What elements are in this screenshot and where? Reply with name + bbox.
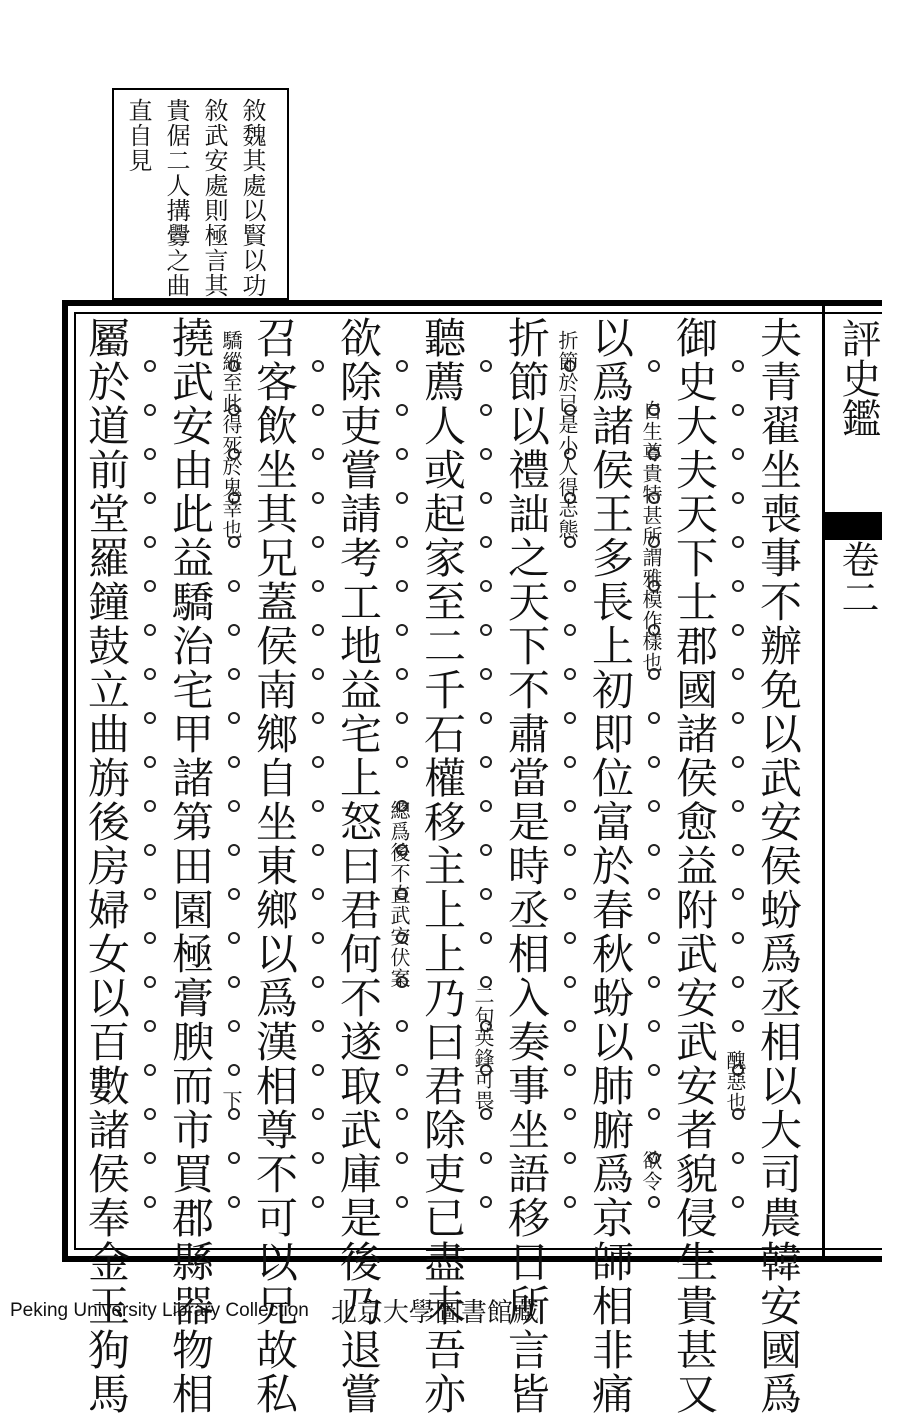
emphasis-circle bbox=[312, 1108, 324, 1120]
emphasis-circle bbox=[312, 800, 324, 812]
emphasis-circle bbox=[564, 624, 576, 636]
emphasis-circle bbox=[312, 668, 324, 680]
emphasis-circle bbox=[732, 976, 744, 988]
emphasis-circle bbox=[312, 536, 324, 548]
emphasis-circle bbox=[144, 580, 156, 592]
emphasis-circle bbox=[648, 712, 660, 724]
emphasis-circle bbox=[648, 536, 660, 548]
emphasis-circle bbox=[732, 756, 744, 768]
emphasis-circle bbox=[480, 1064, 492, 1076]
emphasis-circle bbox=[228, 360, 240, 372]
emphasis-circle bbox=[732, 448, 744, 460]
emphasis-circle bbox=[480, 624, 492, 636]
emphasis-circle bbox=[228, 1196, 240, 1208]
emphasis-circle bbox=[312, 580, 324, 592]
emphasis-circle bbox=[564, 448, 576, 460]
emphasis-circle bbox=[144, 492, 156, 504]
emphasis-circle bbox=[312, 888, 324, 900]
emphasis-circle bbox=[228, 492, 240, 504]
emphasis-circle bbox=[480, 1020, 492, 1032]
emphasis-circle bbox=[144, 1020, 156, 1032]
emphasis-circle bbox=[228, 1108, 240, 1120]
emphasis-circle bbox=[144, 1152, 156, 1164]
annotation-note: 折節於已是小人得志態 bbox=[555, 330, 579, 540]
emphasis-circle bbox=[564, 360, 576, 372]
emphasis-circle bbox=[144, 756, 156, 768]
emphasis-circle bbox=[480, 404, 492, 416]
emphasis-circle bbox=[396, 360, 408, 372]
emphasis-circle bbox=[480, 800, 492, 812]
emphasis-circle bbox=[732, 1152, 744, 1164]
emphasis-circle bbox=[144, 800, 156, 812]
emphasis-circle bbox=[312, 1196, 324, 1208]
emphasis-circle bbox=[228, 932, 240, 944]
emphasis-circle bbox=[648, 360, 660, 372]
emphasis-circle bbox=[144, 404, 156, 416]
emphasis-circle bbox=[228, 800, 240, 812]
emphasis-circle bbox=[732, 888, 744, 900]
emphasis-circle bbox=[480, 932, 492, 944]
emphasis-circle bbox=[228, 624, 240, 636]
emphasis-circle bbox=[648, 492, 660, 504]
main-text-column: 撓武安由此益驕治宅甲諸第田園極膏腴而市買郡縣器物相 bbox=[166, 316, 215, 1416]
emphasis-circle bbox=[396, 1064, 408, 1076]
main-text-column: 屬於道前堂羅鐘鼓立曲旃後房婦女以百數諸侯奉金玉狗馬 bbox=[82, 316, 131, 1416]
emphasis-circle bbox=[480, 448, 492, 460]
emphasis-circle bbox=[144, 536, 156, 548]
emphasis-circle bbox=[564, 1108, 576, 1120]
emphasis-circle bbox=[228, 756, 240, 768]
marginal-note-box bbox=[112, 88, 289, 300]
emphasis-circle bbox=[144, 624, 156, 636]
running-header-title: 評史鑑 bbox=[835, 318, 881, 438]
emphasis-circle bbox=[228, 1064, 240, 1076]
collection-label-english: Peking University Library Collection bbox=[10, 1299, 309, 1321]
emphasis-circle bbox=[144, 1064, 156, 1076]
emphasis-circle bbox=[396, 404, 408, 416]
marginal-note-line: 直自見 bbox=[124, 98, 152, 173]
emphasis-circle bbox=[732, 580, 744, 592]
emphasis-circle bbox=[228, 668, 240, 680]
emphasis-circle bbox=[228, 844, 240, 856]
emphasis-circle bbox=[480, 668, 492, 680]
emphasis-circle bbox=[648, 844, 660, 856]
emphasis-circle bbox=[228, 888, 240, 900]
annotation-note: 總爲後不直武安伏案 bbox=[387, 800, 411, 989]
main-text-column: 御史大夫天下士郡國諸侯愈益附武安武安者貌侵生貴甚又 bbox=[670, 316, 719, 1416]
main-text-column: 欲除吏嘗請考工地益宅上怒曰君何不遂取武庫是後乃退嘗 bbox=[334, 316, 383, 1416]
emphasis-circle bbox=[564, 888, 576, 900]
emphasis-circle bbox=[312, 448, 324, 460]
emphasis-circle bbox=[480, 360, 492, 372]
emphasis-circle bbox=[648, 1196, 660, 1208]
emphasis-circle bbox=[144, 932, 156, 944]
emphasis-circle bbox=[396, 492, 408, 504]
header-divider-block bbox=[822, 512, 882, 540]
running-header-strip bbox=[822, 306, 882, 1258]
emphasis-circle bbox=[648, 1064, 660, 1076]
emphasis-circle bbox=[228, 448, 240, 460]
emphasis-circle bbox=[228, 976, 240, 988]
emphasis-circle bbox=[648, 976, 660, 988]
emphasis-circle bbox=[396, 448, 408, 460]
emphasis-circle bbox=[648, 1152, 660, 1164]
annotation-note: 驕縱至此得死於鬼幸也 bbox=[219, 330, 243, 540]
emphasis-circle bbox=[648, 1108, 660, 1120]
emphasis-circle bbox=[312, 712, 324, 724]
emphasis-circle bbox=[648, 800, 660, 812]
emphasis-circle bbox=[732, 624, 744, 636]
emphasis-circle bbox=[648, 888, 660, 900]
emphasis-circle bbox=[144, 668, 156, 680]
annotation-note: 欲令 bbox=[639, 1150, 663, 1192]
emphasis-circle bbox=[648, 580, 660, 592]
emphasis-circle bbox=[732, 1196, 744, 1208]
emphasis-circle bbox=[312, 1020, 324, 1032]
emphasis-circle bbox=[396, 1108, 408, 1120]
emphasis-circle bbox=[480, 756, 492, 768]
emphasis-circle bbox=[564, 536, 576, 548]
emphasis-circle bbox=[732, 1108, 744, 1120]
emphasis-circle bbox=[312, 932, 324, 944]
marginal-note-line: 貴倨二人搆釁之曲 bbox=[162, 98, 190, 298]
emphasis-circle bbox=[648, 668, 660, 680]
emphasis-circle bbox=[396, 580, 408, 592]
emphasis-circle bbox=[564, 1152, 576, 1164]
emphasis-circle bbox=[732, 492, 744, 504]
emphasis-circle bbox=[732, 932, 744, 944]
emphasis-circle bbox=[144, 1196, 156, 1208]
emphasis-circle bbox=[480, 844, 492, 856]
emphasis-circle bbox=[312, 624, 324, 636]
emphasis-circle bbox=[480, 1108, 492, 1120]
emphasis-circle bbox=[228, 1020, 240, 1032]
running-header-volume: 卷二 bbox=[835, 540, 879, 616]
emphasis-circle bbox=[732, 404, 744, 416]
emphasis-circle bbox=[480, 536, 492, 548]
marginal-note-line: 敘武安處則極言其 bbox=[200, 98, 228, 298]
emphasis-circle bbox=[396, 712, 408, 724]
emphasis-circle bbox=[396, 1020, 408, 1032]
emphasis-circle bbox=[396, 932, 408, 944]
main-text-column: 折節以禮詘之天下不肅當是時丞相入奏事坐語移日所言皆 bbox=[502, 316, 551, 1416]
emphasis-circle bbox=[564, 492, 576, 504]
emphasis-circle bbox=[144, 976, 156, 988]
emphasis-circle bbox=[396, 756, 408, 768]
emphasis-circle bbox=[564, 844, 576, 856]
emphasis-circle bbox=[480, 580, 492, 592]
annotation-note: 自生尊貴特甚所謂雅模作樣也 bbox=[639, 400, 663, 673]
emphasis-circle bbox=[732, 800, 744, 812]
emphasis-circle bbox=[396, 976, 408, 988]
emphasis-circle bbox=[144, 448, 156, 460]
emphasis-circle bbox=[312, 1064, 324, 1076]
emphasis-circle bbox=[480, 492, 492, 504]
emphasis-circle bbox=[732, 712, 744, 724]
emphasis-circle bbox=[480, 1196, 492, 1208]
emphasis-circle bbox=[312, 976, 324, 988]
emphasis-circle bbox=[228, 404, 240, 416]
emphasis-circle bbox=[648, 1020, 660, 1032]
emphasis-circle bbox=[564, 712, 576, 724]
main-text-column: 以爲諸侯王多長上初即位富於春秋蚡以肺腑爲京師相非痛 bbox=[586, 316, 635, 1416]
collection-label-chinese: 北京大學圖書館藏 bbox=[330, 1298, 539, 1328]
emphasis-circle bbox=[732, 360, 744, 372]
emphasis-circle bbox=[396, 668, 408, 680]
emphasis-circle bbox=[396, 1196, 408, 1208]
annotation-note: 醜惡也 bbox=[723, 1050, 747, 1113]
emphasis-circle bbox=[564, 1020, 576, 1032]
emphasis-circle bbox=[480, 976, 492, 988]
emphasis-circle bbox=[480, 888, 492, 900]
emphasis-circle bbox=[396, 1152, 408, 1164]
emphasis-circle bbox=[564, 976, 576, 988]
emphasis-circle bbox=[564, 580, 576, 592]
emphasis-circle bbox=[396, 624, 408, 636]
emphasis-circle bbox=[564, 1064, 576, 1076]
emphasis-circle bbox=[144, 712, 156, 724]
emphasis-circle bbox=[732, 668, 744, 680]
emphasis-circle bbox=[732, 536, 744, 548]
emphasis-circle bbox=[312, 844, 324, 856]
emphasis-circle bbox=[312, 404, 324, 416]
annotation-note: 二句英鋒可畏 bbox=[471, 985, 495, 1111]
emphasis-circle bbox=[228, 1152, 240, 1164]
emphasis-circle bbox=[396, 888, 408, 900]
main-text-column: 夫青翟坐喪事不辦免以武安侯蚡爲丞相以大司農韓安國爲 bbox=[754, 316, 803, 1416]
emphasis-circle bbox=[396, 800, 408, 812]
emphasis-circle bbox=[564, 1196, 576, 1208]
emphasis-circle bbox=[228, 712, 240, 724]
emphasis-circle bbox=[144, 360, 156, 372]
emphasis-circle bbox=[396, 536, 408, 548]
emphasis-circle bbox=[648, 448, 660, 460]
annotation-note: 下 bbox=[219, 1090, 243, 1111]
emphasis-circle bbox=[144, 1108, 156, 1120]
emphasis-circle bbox=[732, 1064, 744, 1076]
main-text-column: 聽薦人或起家至二千石權移主上上乃曰君除吏已盡未吾亦 bbox=[418, 316, 467, 1416]
emphasis-circle bbox=[312, 360, 324, 372]
emphasis-circle bbox=[228, 536, 240, 548]
emphasis-circle bbox=[648, 932, 660, 944]
main-text-column: 召客飲坐其兄蓋侯南鄉自坐東鄉以爲漢相尊不可以兄故私 bbox=[250, 316, 299, 1416]
footer bbox=[0, 1292, 900, 1329]
emphasis-circle bbox=[480, 1152, 492, 1164]
emphasis-circle bbox=[564, 932, 576, 944]
emphasis-circle bbox=[648, 624, 660, 636]
emphasis-circle bbox=[312, 492, 324, 504]
emphasis-circle bbox=[144, 844, 156, 856]
emphasis-circle bbox=[312, 1152, 324, 1164]
emphasis-circle bbox=[396, 844, 408, 856]
emphasis-circle bbox=[228, 580, 240, 592]
emphasis-circle bbox=[648, 756, 660, 768]
emphasis-circle bbox=[732, 844, 744, 856]
emphasis-circle bbox=[732, 1020, 744, 1032]
emphasis-circle bbox=[144, 888, 156, 900]
emphasis-circle bbox=[564, 756, 576, 768]
marginal-note-line: 敘魏其處以賢以功 bbox=[238, 98, 266, 298]
emphasis-circle bbox=[564, 800, 576, 812]
emphasis-circle bbox=[564, 404, 576, 416]
emphasis-circle bbox=[648, 404, 660, 416]
emphasis-circle bbox=[564, 668, 576, 680]
emphasis-circle bbox=[312, 756, 324, 768]
emphasis-circle bbox=[480, 712, 492, 724]
